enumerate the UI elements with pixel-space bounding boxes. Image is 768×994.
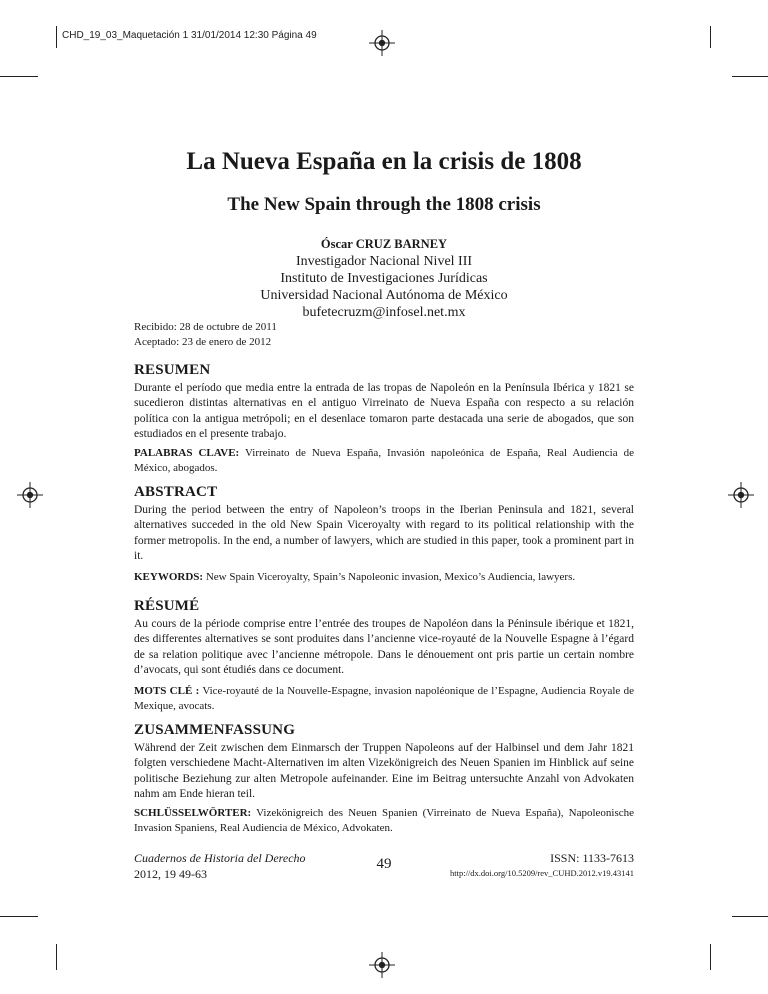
keywords-text: Vizekönigreich des Neuen Spanien (Virreinato de Nueva España), Napoleonische Invasion Spaniens, Real Audiencia de México, Advokaten. <box>134 807 634 834</box>
doi-link[interactable]: http://dx.doi.org/10.5209/rev_CUHD.2012.v19.43141 <box>449 868 634 878</box>
keywords-resumen <box>134 446 634 476</box>
section-body: During the period between the entry of Napoleon’s troops in the Iberian Peninsula and 1821, several alternatives succeded in the old New Spain Viceroyalty with regard to its political relationship with the former metropolis. In the end, a number of lawyers, which are studied in this paper, took a prominent part in it. <box>134 504 634 562</box>
issn: ISSN: 1133-7613 <box>550 851 634 865</box>
crop-mark <box>56 944 57 970</box>
keywords-zusammenfassung <box>134 806 634 836</box>
author-university: Universidad Nacional Autónoma de México <box>260 288 508 303</box>
author-institute: Instituto de Investigaciones Jurídicas <box>280 271 488 286</box>
crop-mark <box>56 26 57 48</box>
crop-mark <box>710 944 711 970</box>
keywords-paragraph <box>134 570 634 585</box>
keywords-paragraph <box>134 446 634 476</box>
received-date: Recibido: 28 de octubre de 2011 <box>134 321 277 333</box>
author-block <box>0 236 768 321</box>
section-body: Während der Zeit zwischen dem Einmarsch der Truppen Napoleons auf der Halbinsel und dem Jahr 1821 folgten verschiedene Macht-Alternativen im alten Vizekönigreich des Neuen Spanien im Hinblick auf seine politische Beziehung zur alten Metropole aufeinander. Eine im Beitrag untersuchte Anzahl von Advokaten nahm am Ende hieran teil. <box>134 742 634 800</box>
registration-mark-icon <box>369 30 395 56</box>
registration-mark-icon <box>17 482 43 508</box>
section-zusammenfassung <box>134 722 634 802</box>
keywords-abstract <box>134 570 634 585</box>
keywords-resume <box>134 684 634 714</box>
author-name: Óscar CRUZ BARNEY <box>320 237 448 251</box>
crop-mark <box>0 76 38 77</box>
accepted-date: Aceptado: 23 de enero de 2012 <box>134 336 272 348</box>
keywords-label: KEYWORDS: <box>134 571 204 583</box>
section-heading: RESUMEN <box>134 362 211 378</box>
author-position: Investigador Nacional Nivel III <box>295 254 473 269</box>
keywords-label: MOTS CLÉ : <box>134 685 200 697</box>
journal-name: Cuadernos de Historia del Derecho <box>134 851 306 865</box>
section-body: Au cours de la période comprise entre l’entrée des troupes de Napoléon dans la Péninsule ibérique et 1821, des differentes alternatives se sont produites dans l’ancienne vice-royauté de la Nouvelle Espagne à l’égard de sa relation politique avec l’ancienne métropole. Dans le dénouement ont pris partie un certain nombre d’avocats, qui sont étudiés dans ce document. <box>134 618 634 676</box>
keywords-text: Vice-royauté de la Nouvelle-Espagne, invasion napoléonique de l’Espagne, Audiencia Royale de Mexique, avocats. <box>134 685 634 712</box>
section-heading: RÉSUMÉ <box>134 598 200 614</box>
crop-mark <box>0 916 38 917</box>
journal-issue: 2012, 19 49-63 <box>134 867 207 881</box>
crop-mark <box>732 916 768 917</box>
section-heading: ABSTRACT <box>134 484 218 500</box>
author-email: bufetecruzm@infosel.net.mx <box>302 305 466 320</box>
page-number: 49 <box>376 856 392 872</box>
journal-identifiers <box>450 850 634 880</box>
keywords-paragraph <box>134 684 634 714</box>
section-body: Durante el período que media entre la entrada de las tropas de Napoleón en la Península Ibérica y 1821 se sucedieron distintas alternativas en el antiguo Virreinato de Nueva España con respecto a su relación política con la antigua metrópoli; en el desenlace tomaron parte destacada una serie de abogados, que son estudiados en el presente trabajo. <box>134 382 634 440</box>
keywords-text: Virreinato de Nueva España, Invasión napoleónica de España, Real Audiencia de México, abogados. <box>134 447 634 474</box>
keywords-label: SCHLÜSSELWÖRTER: <box>134 807 252 819</box>
keywords-paragraph <box>134 806 634 836</box>
registration-mark-icon <box>728 482 754 508</box>
crop-mark <box>710 26 711 48</box>
crop-mark <box>732 76 768 77</box>
print-slug: CHD_19_03_Maquetación 1 31/01/2014 12:30 Página 49 <box>62 30 317 41</box>
section-abstract <box>134 484 634 564</box>
article-title: La Nueva España en la crisis de 1808 <box>186 148 582 175</box>
article-subtitle: The New Spain through the 1808 crisis <box>227 194 541 215</box>
submission-dates <box>134 320 277 350</box>
section-resumen <box>134 362 634 442</box>
registration-mark-icon <box>369 952 395 978</box>
section-heading: ZUSAMMENFASSUNG <box>134 722 296 738</box>
keywords-text: New Spain Viceroyalty, Spain’s Napoleonic invasion, Mexico’s Audiencia, lawyers. <box>203 571 576 583</box>
keywords-label: PALABRAS CLAVE: <box>134 447 240 459</box>
section-resume <box>134 598 634 678</box>
